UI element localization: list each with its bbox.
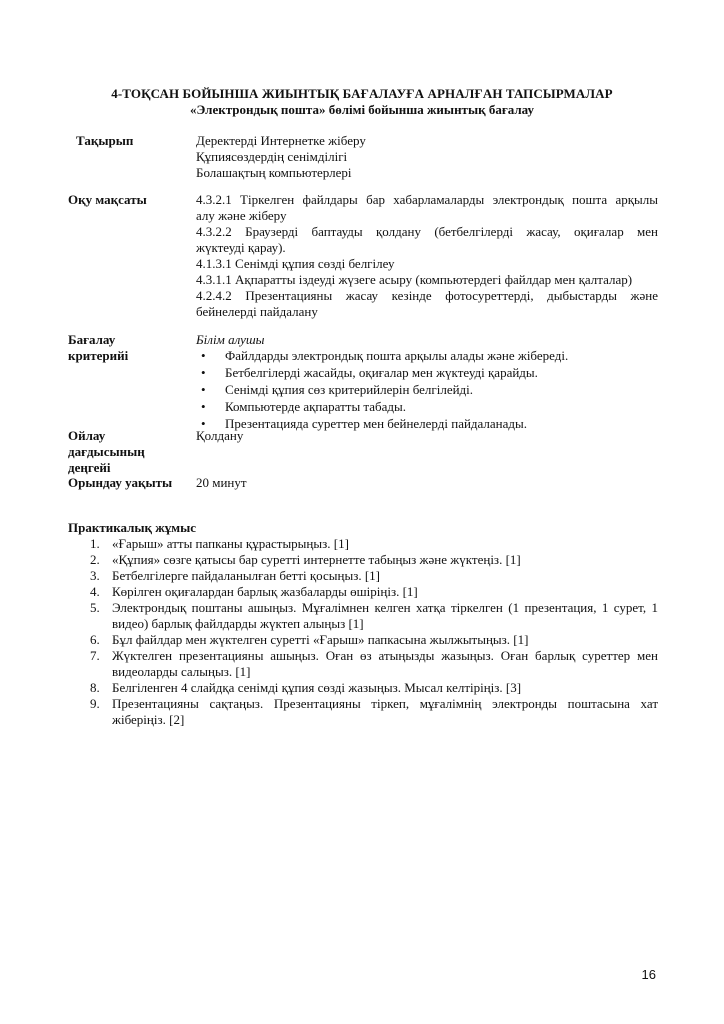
- practical-task-list: [68, 536, 658, 728]
- criteria-label: [68, 332, 128, 364]
- task-item: [68, 568, 658, 584]
- task-number: 2.: [90, 552, 100, 567]
- topic-label: Тақырып: [76, 133, 134, 148]
- task-item: [68, 584, 658, 600]
- objective-line: 4.1.3.1 Сенімді құпия сөзді белгілеу: [196, 256, 395, 271]
- criteria-item: • Презентацияда суреттер мен бейнелерді пайдаланады.: [196, 416, 658, 433]
- document-title: 4-ТОҚСАН БОЙЫНША ЖИЫНТЫҚ БАҒАЛАУҒА АРНАЛҒАН ТАПСЫРМАЛАР: [111, 86, 613, 101]
- criteria-label-line: критерийі: [68, 348, 129, 363]
- objectives-content: [196, 192, 658, 320]
- task-number: 4.: [90, 584, 100, 599]
- topic-line: Құпиясөздердің сенімділігі: [196, 149, 348, 164]
- objective-line: алу және жіберу: [196, 208, 287, 223]
- topic-line: Болашақтың компьютерлері: [196, 165, 352, 180]
- task-number: 3.: [90, 568, 100, 583]
- objective-line: бейнелерді пайдалану: [196, 304, 318, 319]
- task-text: Жүктелген презентацияны ашыңыз. Оған өз атыңызды жазыңыз. Оған барлық суреттер мен видеоларды салыңыз. [1]: [112, 648, 658, 679]
- task-number: 8.: [90, 680, 100, 695]
- criteria-item: • Компьютерде ақпаратты табады.: [196, 399, 658, 416]
- criteria-item: • Файлдарды электрондық пошта арқылы алады және жібереді.: [196, 348, 658, 365]
- task-item: [68, 552, 658, 568]
- task-item: [68, 680, 658, 696]
- thinking-label: [68, 428, 145, 476]
- topic-line: Деректерді Интернетке жіберу: [196, 133, 366, 148]
- objective-line: 4.3.1.1 Ақпаратты іздеуді жүзеге асыру (компьютердегі файлдар мен қалталар): [196, 272, 633, 287]
- task-text: «Ғарыш» атты папканы құрастырыңыз. [1]: [112, 536, 349, 551]
- task-text: Бұл файлдар мен жүктелген суретті «Ғарыш» папкасына жылжытыңыз. [1]: [112, 632, 529, 647]
- objective-line: 4.3.2.2 Браузерді баптауды қолдану (бетбелгілерді жасау, оқиғалар мен: [196, 224, 658, 239]
- topic-content: [196, 133, 658, 181]
- criteria-intro: Білім алушы: [196, 332, 265, 347]
- task-item: [68, 696, 658, 728]
- task-item: [68, 632, 658, 648]
- criteria-item: • Сенімді құпия сөз критерийлерін белгілейді.: [196, 382, 658, 399]
- objectives-label: Оқу мақсаты: [68, 192, 147, 207]
- task-number: 9.: [90, 696, 100, 711]
- thinking-label-line: Ойлау: [68, 428, 106, 443]
- practical-title: Практикалық жұмыс: [68, 520, 197, 535]
- task-text: Белгіленген 4 слайдқа сенімді құпия сөзді жазыңыз. Мысал келтіріңіз. [3]: [112, 680, 522, 695]
- page-number: 16: [641, 967, 656, 982]
- task-number: 5.: [90, 600, 100, 615]
- criteria-list: [196, 348, 658, 433]
- task-text: Электрондық поштаны ашыңыз. Мұғалімнен келген хатқа тіркелген (1 презентация, 1 сурет, 1 видео) барлық файлдарды жүктеп алыңыз [1]: [112, 600, 658, 631]
- time-label: Орындау уақыты: [68, 475, 173, 490]
- objective-line: жүктеуді қарау).: [196, 240, 286, 255]
- criteria-label-line: Бағалау: [68, 332, 116, 347]
- document-subtitle: «Электрондық пошта» бөлімі бойынша жиынтық бағалау: [190, 102, 534, 117]
- task-number: 7.: [90, 648, 100, 663]
- thinking-value: Қолдану: [196, 428, 244, 443]
- thinking-label-line: деңгейі: [68, 460, 111, 475]
- task-item: [68, 648, 658, 680]
- thinking-label-line: дағдысының: [68, 444, 145, 459]
- criteria-item: • Бетбелгілерді жасайды, оқиғалар мен жүктеуді қарайды.: [196, 365, 658, 382]
- task-text: Көрілген оқиғалардан барлық жазбаларды өшіріңіз. [1]: [112, 584, 418, 599]
- objective-line: 4.3.2.1 Тіркелген файлдары бар хабарламаларды электрондық пошта арқылы: [196, 192, 658, 207]
- time-value: 20 минут: [196, 475, 247, 490]
- task-number: 1.: [90, 536, 100, 551]
- task-number: 6.: [90, 632, 100, 647]
- task-item: [68, 600, 658, 632]
- task-text: Бетбелгілерге пайдаланылған бетті қосыңыз. [1]: [112, 568, 380, 583]
- task-item: [68, 536, 658, 552]
- objective-line: 4.2.4.2 Презентацияны жасау кезінде фотосуреттерді, дыбыстарды және: [196, 288, 658, 303]
- task-text: «Құпия» сөзге қатысы бар суретті интернетте табыңыз және жүктеңіз. [1]: [112, 552, 521, 567]
- task-text: Презентацияны сақтаңыз. Презентацияны тіркеп, мұғалімнің электронды поштасына хат жіберіңіз. [2]: [112, 696, 658, 727]
